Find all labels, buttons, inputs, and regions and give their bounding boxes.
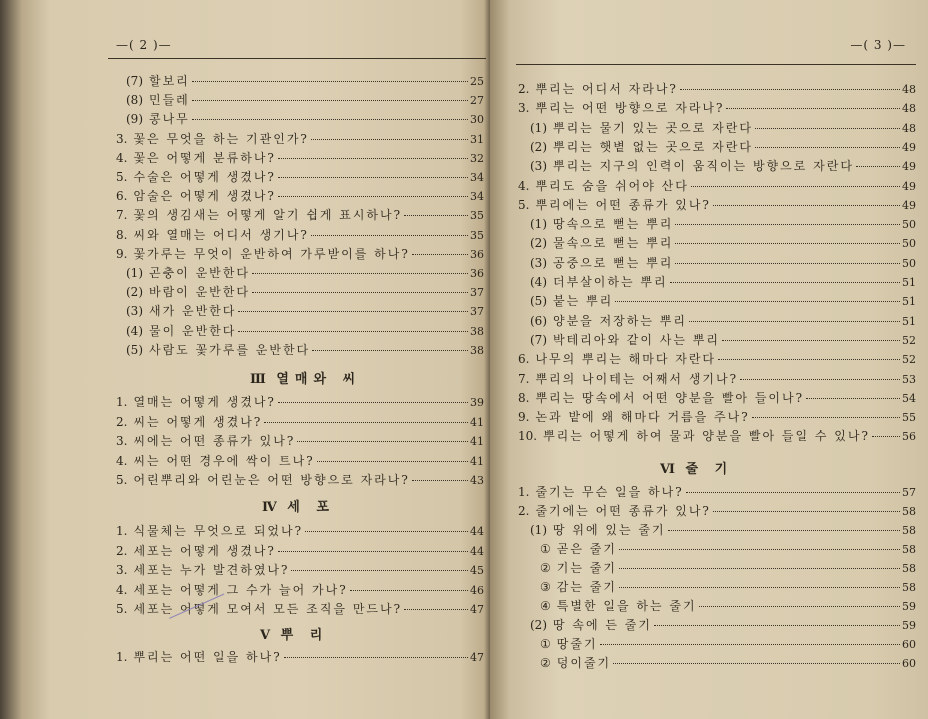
entry-page-number: 60 [902,657,916,670]
dot-leader [311,235,468,236]
dot-leader [278,177,468,178]
entry-title: 뿌리의 나이테는 어째서 생기나? [535,371,739,386]
dot-leader [680,89,900,90]
toc-entry [518,80,916,98]
dot-leader [689,321,900,322]
entry-page-number: 50 [902,218,916,232]
entry-number: (2) [530,618,547,632]
entry-page-number: 44 [470,544,484,558]
entry-page-number: 58 [902,543,916,556]
entry-title: 씨에는 어떤 종류가 있나? [133,434,296,448]
entry-number: 3. [116,131,128,146]
entry-title: 할보리 [149,74,190,88]
dot-leader [192,100,468,101]
toc-entry [116,413,484,431]
entry-title: 줄기는 무슨 일을 하나? [535,485,684,499]
entry-title: 식물체는 무엇으로 되었나? [133,524,304,538]
toc-entry [530,119,916,137]
toc-entry [518,427,916,445]
section-heading [660,458,733,477]
dot-leader [722,340,900,341]
toc-entry [530,234,916,252]
entry-page-number: 30 [470,113,484,127]
dot-leader [252,273,468,274]
entry-page-number: 59 [902,600,916,613]
toc-entry [530,521,916,539]
toc-entry [116,522,484,540]
entry-number: 3. [116,563,128,577]
dot-leader [350,590,468,591]
dot-leader [238,311,468,312]
entry-page-number: 49 [902,140,916,154]
entry-title: 땅속으로 뻗는 뿌리 [553,217,674,232]
entry-title: 세포는 누가 발견하였나? [133,563,290,577]
entry-page-number: 39 [470,396,484,409]
entry-number: (7) [126,74,143,88]
dot-leader [752,417,900,418]
entry-title: 붙는 뿌리 [553,294,614,309]
entry-page-number: 45 [470,564,484,577]
toc-entry [126,72,484,90]
entry-number: 10. [518,429,538,444]
dot-leader [740,379,900,380]
toc-entry [530,138,916,156]
entry-title: 꽃가루는 무엇이 운반하여 가루받이를 하나? [133,246,410,261]
entry-page-number: 49 [902,198,916,212]
entry-page-number: 37 [470,286,484,300]
dot-leader [613,663,900,664]
toc-entry [126,264,484,282]
entry-page-number: 38 [470,324,484,338]
entry-title: 물이 운반한다 [149,323,237,338]
entry-title: 바람이 운반한다 [149,285,250,300]
dot-leader [675,243,900,244]
entry-page-number: 48 [902,121,916,135]
entry-page-number: 43 [470,474,484,487]
entry-number: 3. [518,101,530,116]
dot-leader [755,147,900,148]
entry-title: 사람도 꽃가루를 운반한다 [149,342,311,357]
entry-title: 줄기에는 어떤 종류가 있나? [535,504,711,518]
section-numeral: Ⅵ [660,462,678,477]
entry-number: 4. [116,582,128,597]
entry-page-number: 35 [470,228,484,242]
entry-number: (2) [530,236,547,251]
entry-page-number: 60 [902,638,916,651]
toc-entry [116,452,484,470]
entry-number: ④ [540,599,551,613]
toc-entry [116,561,484,579]
entry-page-number: 51 [902,295,916,309]
entry-page-number: 36 [470,267,484,280]
entry-title: 암술은 어떻게 생겼나? [133,189,276,204]
section-heading [262,496,335,515]
dot-leader [291,570,468,571]
entry-number: (3) [530,255,547,270]
entry-page-number: 36 [470,247,484,261]
entry-page-number: 56 [902,430,916,444]
toc-entry [530,292,916,310]
entry-number: 2. [518,82,530,96]
entry-number: (6) [530,313,547,328]
entry-page-number: 47 [470,603,484,616]
toc-entry [530,215,916,233]
toc-entry [116,168,484,186]
entry-number: ② [540,561,551,575]
entry-number: (3) [126,304,143,319]
entry-page-number: 50 [902,256,916,270]
dot-leader [718,359,900,360]
entry-page-number: 25 [470,75,484,88]
dot-leader [699,606,900,607]
dot-leader [726,108,900,109]
dot-leader [412,254,468,255]
toc-entry [518,483,916,501]
entry-number: (5) [530,294,547,309]
entry-number: 7. [518,371,530,386]
dot-leader [278,196,468,197]
entry-title: 특별한 일을 하는 줄기 [556,599,697,613]
entry-number: (1) [530,523,547,537]
dot-leader [713,511,900,512]
dot-leader [713,205,900,206]
toc-entry [518,196,916,214]
entry-title: 덩이줄기 [556,656,612,670]
entry-title: 뿌리도 숨을 쉬어야 산다 [535,178,689,193]
entry-number: 1. [116,395,128,409]
toc-entry [530,312,916,330]
entry-number: 4. [116,150,128,165]
entry-title: 뿌리는 어디서 자라나? [535,82,678,96]
toc-entry [116,432,484,450]
entry-number: 4. [116,453,128,468]
entry-number: 5. [116,473,128,487]
dot-leader [691,186,900,187]
right-page [490,0,928,719]
entry-number: 5. [116,170,128,184]
toc-entry [530,331,916,349]
entry-number: (5) [126,342,143,357]
entry-title: 씨와 열매는 어디서 생기나? [133,227,309,242]
header-rule [108,58,486,59]
entry-title: 나무의 뿌리는 해마다 자란다 [535,352,717,367]
entry-page-number: 48 [902,83,916,96]
dot-leader [686,492,900,493]
dot-leader [654,625,900,626]
dot-leader [806,398,900,399]
entry-title: 곤충이 운반한다 [149,266,250,280]
dot-leader [412,480,468,481]
toc-entry [540,635,916,653]
toc-entry [126,302,484,320]
entry-title: 수술은 어떻게 생겼나? [133,170,276,184]
toc-entry [116,206,484,224]
entry-title: 민들레 [149,93,190,108]
entry-title: 세포는 어떻게 그 수가 늘어 가나? [133,582,348,597]
toc-entry [116,542,484,560]
entry-number: (1) [530,217,547,232]
entry-number: (4) [126,323,143,338]
toc-entry [518,350,916,368]
entry-number: (2) [530,139,547,154]
entry-title: 더부살이하는 뿌리 [553,275,668,289]
entry-number: 9. [116,246,128,261]
toc-entry [116,130,484,148]
entry-title: 뿌리는 어떤 일을 하나? [133,650,282,664]
entry-title: 꽃은 무엇을 하는 기관인가? [133,131,309,146]
entry-title: 뿌리는 어떤 방향으로 자라나? [535,101,725,116]
entry-page-number: 31 [470,132,484,146]
entry-title: 땅 속에 든 줄기 [553,618,652,632]
entry-page-number: 35 [470,209,484,223]
entry-number: 5. [518,197,530,212]
dot-leader [192,81,468,82]
entry-page-number: 41 [470,415,484,429]
page-number-header: —( 3 )— [850,38,906,52]
page-number-header: —( 2 )— [116,38,172,52]
entry-page-number: 52 [902,353,916,367]
dot-leader [675,224,900,225]
dot-leader [600,644,900,645]
dot-leader [675,263,900,264]
dot-leader [856,166,900,167]
entry-number: 8. [116,227,128,242]
entry-title: 꽃의 생김새는 어떻게 알기 쉽게 표시하나? [133,208,403,223]
entry-number: 8. [518,390,530,405]
entry-title: 뿌리는 물기 있는 곳으로 자란다 [553,120,753,135]
dot-leader [670,282,900,283]
entry-number: (1) [530,120,547,135]
entry-page-number: 47 [470,651,484,664]
entry-title: 기는 줄기 [556,561,617,575]
dot-leader [668,530,900,531]
entry-title: 박테리아와 같이 사는 뿌리 [553,332,720,347]
entry-number: (1) [126,266,143,280]
dot-leader [278,551,468,552]
entry-number: 6. [518,352,530,367]
section-title: 열매와 씨 [276,372,362,387]
toc-entry [540,578,916,596]
entry-number: 1. [116,524,128,538]
entry-number: 9. [518,410,530,425]
header-rule [516,64,916,65]
toc-entry [518,502,916,520]
section-title: 줄 기 [685,462,734,477]
entry-page-number: 58 [902,562,916,575]
dot-leader [755,128,900,129]
entry-number: ② [540,656,551,670]
entry-page-number: 27 [470,94,484,108]
dot-leader [264,422,468,423]
toc-entry [518,370,916,388]
toc-entry [116,648,484,666]
dot-leader [297,441,468,442]
entry-number: (4) [530,275,547,289]
entry-number: ① [540,542,551,556]
entry-page-number: 53 [902,372,916,386]
entry-title: 감는 줄기 [556,580,617,594]
toc-entry [116,245,484,263]
dot-leader [238,331,468,332]
entry-page-number: 54 [902,391,916,405]
entry-number: 4. [518,178,530,193]
entry-title: 논과 밭에 왜 해마다 거름을 주나? [535,410,750,425]
toc-entry [530,273,916,291]
entry-number: 5. [116,602,128,616]
section-title: 뿌 리 [280,628,329,643]
toc-entry [518,408,916,426]
dot-leader [284,657,468,658]
entry-page-number: 57 [902,486,916,499]
entry-number: 3. [116,434,128,448]
entry-number: 1. [518,485,530,499]
toc-entry [540,559,916,577]
entry-page-number: 50 [902,237,916,251]
toc-entry [126,110,484,128]
entry-title: 공중으로 뻗는 뿌리 [553,255,674,270]
dot-leader [872,436,900,437]
dot-leader [619,568,900,569]
dot-leader [305,531,468,532]
toc-entry [530,254,916,272]
toc-entry [540,540,916,558]
toc-entry [540,597,916,615]
toc-entry [126,91,484,109]
entry-number: 2. [116,414,128,429]
entry-title: 뿌리는 어떻게 하여 물과 양분을 빨아 들일 수 있나? [543,429,870,444]
entry-page-number: 58 [902,505,916,518]
entry-page-number: 51 [902,314,916,328]
entry-title: 콩나무 [149,112,190,127]
toc-entry [116,187,484,205]
dot-leader [278,402,468,403]
entry-number: ③ [540,580,551,594]
entry-title: 땅 위에 있는 줄기 [553,523,666,537]
entry-page-number: 51 [902,276,916,289]
entry-title: 열매는 어떻게 생겼나? [133,395,276,409]
entry-page-number: 41 [470,454,484,468]
toc-entry [518,99,916,117]
section-numeral: Ⅲ [250,372,269,387]
entry-number: 7. [116,208,128,223]
entry-title: 뿌리는 햇볕 없는 곳으로 자란다 [553,139,753,154]
entry-title: 양분을 저장하는 뿌리 [553,313,687,328]
toc-entry [116,471,484,489]
toc-entry [116,149,484,167]
section-numeral: Ⅴ [260,628,274,643]
toc-entry [518,177,916,195]
entry-page-number: 58 [902,581,916,594]
toc-entry [116,581,484,599]
dot-leader [312,350,468,351]
entry-page-number: 52 [902,333,916,347]
entry-title: 뿌리에는 어떤 종류가 있나? [535,197,711,212]
toc-entry [126,341,484,359]
toc-entry [530,616,916,634]
section-heading [260,624,328,643]
dot-leader [252,292,468,293]
entry-page-number: 46 [470,583,484,597]
entry-page-number: 38 [470,343,484,357]
dot-leader [615,301,900,302]
entry-page-number: 49 [902,179,916,193]
dot-leader [404,215,468,216]
entry-number: (8) [126,93,143,108]
entry-title: 씨는 어떤 경우에 싹이 트나? [133,453,315,468]
entry-page-number: 55 [902,411,916,425]
entry-page-number: 58 [902,524,916,537]
section-heading [250,368,361,387]
entry-title: 꽃은 어떻게 분류하나? [133,150,276,165]
section-numeral: Ⅳ [262,500,280,515]
entry-title: 뿌리는 지구의 인력이 움직이는 방향으로 자란다 [553,159,854,174]
entry-number: 2. [518,504,530,518]
entry-page-number: 32 [470,151,484,165]
toc-entry [116,393,484,411]
toc-entry [518,389,916,407]
entry-number: ① [540,637,551,651]
entry-number: (2) [126,285,143,300]
entry-number: (7) [530,332,547,347]
entry-page-number: 34 [470,190,484,204]
dot-leader [317,461,468,462]
entry-page-number: 48 [902,102,916,116]
entry-number: (3) [530,159,547,174]
dot-leader [192,119,468,120]
entry-title: 어린뿌리와 어린눈은 어떤 방향으로 자라나? [133,473,410,487]
entry-number: 6. [116,189,128,204]
entry-page-number: 59 [902,619,916,632]
toc-entry [530,157,916,175]
entry-page-number: 41 [470,435,484,448]
dot-leader [619,549,900,550]
entry-title: 뿌리는 땅속에서 어떤 양분을 빨아 들이나? [535,390,805,405]
entry-page-number: 37 [470,305,484,319]
toc-entry [126,283,484,301]
entry-number: (9) [126,112,143,127]
dot-leader [619,587,900,588]
toc-entry [116,600,484,618]
entry-number: 2. [116,543,128,558]
section-title: 세 포 [287,500,335,515]
dot-leader [404,609,468,610]
entry-title: 곧은 줄기 [556,542,617,556]
toc-entry [126,322,484,340]
toc-entry [540,654,916,672]
dot-leader [278,158,468,159]
entry-title: 새가 운반한다 [149,304,237,319]
toc-entry [116,226,484,244]
entry-title: 씨는 어떻게 생겼나? [133,414,263,429]
entry-page-number: 49 [902,160,916,174]
dot-leader [311,139,468,140]
entry-page-number: 44 [470,525,484,538]
entry-number: 1. [116,650,128,664]
entry-title: 땅줄기 [556,637,598,651]
entry-page-number: 34 [470,171,484,184]
entry-title: 세포는 어떻게 생겼나? [133,543,276,558]
entry-title: 세포는 어떻게 모여서 모든 조직을 만드나? [133,602,403,616]
entry-title: 물속으로 뻗는 뿌리 [553,236,674,251]
